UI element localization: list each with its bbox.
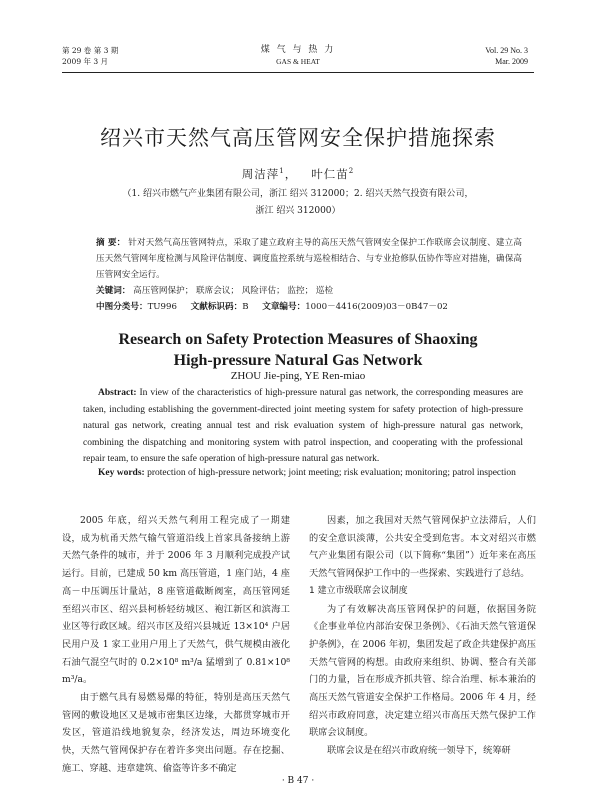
doc-code-label: 文献标识码：	[190, 302, 243, 312]
clc-value: TU996	[147, 302, 177, 312]
author-2: 叶仁苗	[311, 167, 349, 181]
body-column-left	[62, 512, 290, 778]
body-paragraph: 2005 年底，绍兴天然气利用工程完成了一期建设，成为杭甬天然气输气管道沿线上首家具备接纳上游天然气条件的城市，并于 2006 年 3 月顺利完成投产试运行。目前，已建成 50 km 高压管道，1 座门站，4 座高－中压调压计量站，8 座管道截断阀室，高压管网延至绍兴市区、绍兴县柯桥轻纺城区、袍江新区和滨海工业区等行政区域。绍兴市区及绍兴县城近 13×10⁴ 户居民用户及 1 家工业用户用上了天然气，供气规模由液化石油气混空气时的 0.2×10⁸ m³/a 猛增到了 0.81×10⁸ m³/a。	[62, 515, 290, 686]
header-date-en: Mar. 2009	[495, 57, 528, 66]
keywords-en-label: Key words:	[98, 468, 145, 478]
body-column-right	[309, 512, 536, 760]
keywords-cn-label: 关键词：	[96, 286, 131, 296]
body-paragraph: 为了有效解决高压管网保护的问题，依据国务院《企事业单位内部治安保卫条例》、《石油天然气管道保护条例》，在 2006 年初，集团发起了政企共建保护高压天然气管网的构想。由政府来组织、协调、整合有关部门的力量，旨在形成齐抓共管、综合治理、标本兼治的高压天然气管道安全保护工作格局。2006 年 4 月，经绍兴市政府同意，决定建立绍兴市高压天然气保护工作联席会议制度。	[309, 603, 536, 739]
author-1: 周洁萍	[241, 167, 280, 181]
section-heading-1: 1 建立市级联席会议制度	[309, 585, 408, 596]
keywords-cn	[96, 283, 522, 299]
header-volume-en: Vol. 29 No. 3	[485, 46, 528, 55]
article-no-value: 1000－4416(2009)03－0B47－02	[305, 302, 448, 312]
article-title-en	[0, 329, 596, 371]
header-journal-cn: 煤 气 与 热 力	[260, 45, 336, 55]
abstract-cn	[96, 235, 522, 283]
header-rule	[62, 72, 534, 73]
title-en-line-1: Research on Safety Protection Measures of Shaoxing	[118, 331, 478, 348]
header-journal-en: GAS & HEAT	[276, 57, 320, 66]
article-no-label: 文章编号：	[262, 302, 306, 312]
keywords-en	[83, 465, 523, 482]
abstract-cn-text: 针对天然气高压管网特点，采取了建立政府主导的高压天然气管网安全保护工作联席会议制度、建立高压天然气管网年度检测与风险评估制度、调度监控系统与巡检相结合、与专业抢修队伍协作等应对措施，确保高压管网安全运行。	[96, 238, 522, 280]
author-1-sup: 1	[279, 167, 285, 176]
abstract-en-text: In view of the characteristics of high-pressure natural gas network, the corresponding measures are taken, including establishing the government-directed joint meeting system for safety protection of high-pressure natural gas network, creating annual test and risk evaluation system of high-pressure natural gas network, combining the dispatching and monitoring system with patrol inspection, and cooperating with the professional repair team, to ensure the safe operation of high-pressure natural gas network.	[83, 388, 524, 464]
clc-label: 中图分类号：	[96, 302, 148, 312]
title-en-line-2: High-pressure Natural Gas Network	[173, 352, 423, 369]
abstract-en-label: Abstract:	[98, 388, 137, 398]
body-paragraph: 由于燃气具有易燃易爆的特征，特别是高压天然气管网的敷设地区又是城市密集区边缘，大都贯穿城市开发区，管道沿线地貌复杂，经济发达，周边环境变化快，天然气管网保护存在着许多突出问题。存在挖掘、施工、穿越、违章建筑、偷盗等许多不确定	[62, 692, 290, 774]
header-date-cn: 2009 年 3 月	[62, 57, 109, 66]
header-volume-en-block	[485, 45, 528, 67]
body-paragraph: 联席会议是在绍兴市政府统一领导下，统筹研	[327, 745, 511, 757]
keywords-en-text: protection of high-pressure network; joint meeting; risk evaluation; monitoring; patrol inspection	[147, 468, 516, 478]
header-volume-cn: 第 29 卷 第 3 期	[62, 46, 119, 55]
article-title-cn: 绍兴市天然气高压管网安全保护措施探索	[100, 126, 496, 150]
abstract-cn-label: 摘 要：	[96, 238, 126, 248]
classification-line	[96, 299, 522, 315]
keywords-cn-text: 高压管网保护； 联席会议； 风险评估； 监控； 巡检	[133, 286, 334, 296]
page-number: · B 47 ·	[281, 776, 315, 786]
affiliations	[96, 186, 500, 220]
abstract-en	[83, 385, 523, 468]
doc-code-value: B	[242, 302, 249, 312]
abstract-cn-block	[96, 235, 522, 315]
author-2-sup: 2	[348, 167, 355, 176]
article-authors-cn: 周洁萍$^1$， 叶仁苗$^2$	[241, 167, 355, 181]
body-paragraph: 因素，加之我国对天然气管网保护立法滞后，人们的安全意识淡薄，公共安全受到危害。本文对绍兴市燃气产业集团有限公司（以下简称“集团”）近年来在高压天然气管网保护工作中的一些探索、实践进行了总结。	[309, 515, 536, 580]
affiliation-line-1: （1. 绍兴市燃气产业集团有限公司，浙江 绍兴 312000；2. 绍兴天然气投资有限公司，	[122, 189, 474, 199]
affiliation-line-2: 浙江 绍兴 312000）	[255, 206, 341, 216]
article-authors-en: ZHOU Jie-ping, YE Ren-miao	[230, 370, 366, 382]
